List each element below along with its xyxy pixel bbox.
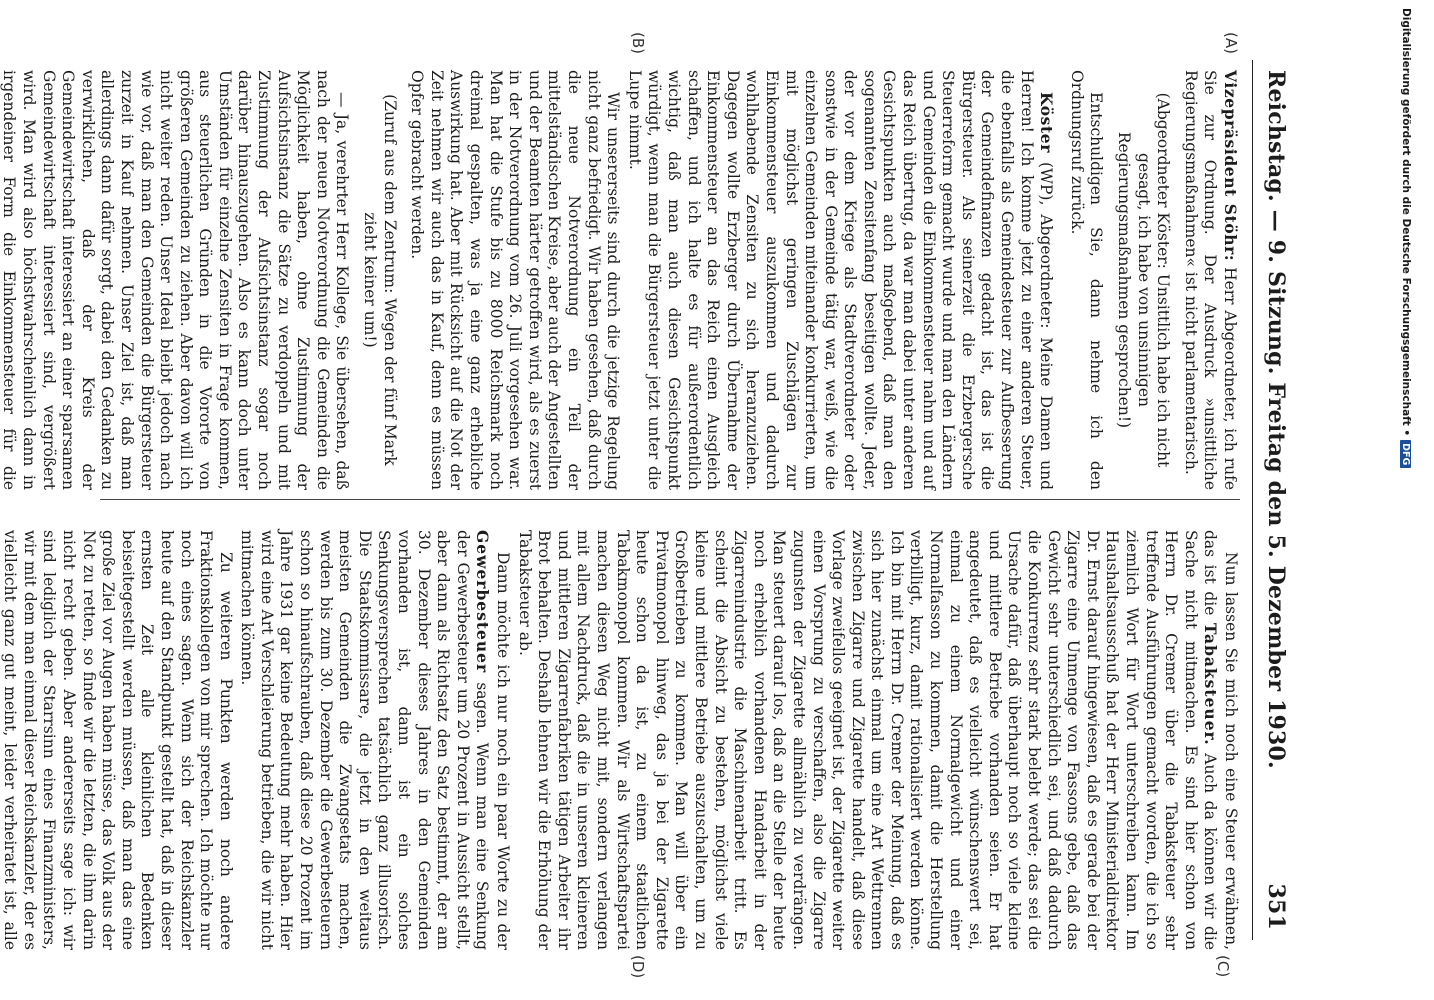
margin-marker-d: (D) [629, 955, 647, 979]
paragraph [237, 530, 512, 950]
margin-marker-c: (C) [1214, 955, 1232, 978]
paragraph [514, 530, 1240, 950]
paragraph [1180, 70, 1240, 490]
paragraph [624, 70, 1056, 490]
speech-text: Nun lassen Sie mich noch eine Steuer erwähnen, das ist die [1201, 530, 1240, 950]
interjection: (Abgeordneter Köster: Unsittlich habe ich nicht gesagt, ich habe von unsinnigen Regierungsmaßnahmen gesprochen!) [1115, 92, 1173, 468]
speech-text: — Ja, verehrter Herr Kollege, Sie übersehen, daß nach der neuen Notverordnung die Gemeinden die Möglichkeit haben, ohne Zustimmung der Aufsichtsinstanz die Sätze zu verdoppeln und mit Zustimmung der Aufsichtsinstanz sogar noch darüber hinauszugehen. Also es kann doch unter Umständen für einzelne Zensiten in Frage kommen, aus steuerlichen Gründen in die Vororte von größeren Gemeinden zu ziehen. Aber davon will ich nicht weiter reden. Unser Ideal bleibt jedoch nach wie vor, daß man den Gemeinden die Bürgersteuer zurzeit in Kauf nehmen. Unser Ziel ist, daß man allerdings dann dafür sorgt, dabei den Gedanken zu verwirklichen, daß der Kreis der Gemeindewirtschaft interessiert an einer sparsamen Gemeindewirtschaft interessiert sind, vergrößert wird. Man wird also höchstwahrscheinlich dann in irgendeiner Form die Einkommensteuer für die [0, 70, 352, 490]
page-number: 351 [1263, 883, 1289, 930]
left-column [0, 70, 1240, 491]
speech-text: Dann möchte ich nur noch ein paar Worte zu der [494, 552, 513, 950]
page-header-title: Reichstag. — 9. Sitzung. Freitag den 5. Dezember 1930. [1263, 70, 1289, 769]
speech-text: Entschuldigen Sie, dann nehme ich den Ordnungsruf zurück. [1067, 70, 1106, 490]
digitization-credit [1394, 8, 1412, 992]
speech-text: Auch da können wir die Sache nicht mitmachen. Es sind hier schon von Herrn Dr. Cremer über die Tabaksteuer sehr treffende Ausführungen gemacht worden, die ich so ziemlich Wort für Wort unterschreiben kann. Im Haushaltsausschuß hat der Herr Ministerialdirektor Dr. Ernst darauf hingewiesen, daß es gerade bei der Zigarre eine Unmenge von Fassons gebe, daß das Gewicht sehr unterschiedlich sei, und daß dadurch die Konkurrenz sehr stark belebt werde; das sei die Ursache dafür, daß überhaupt noch so viele kleine und mittlere Betriebe vorhanden seien. Er hat angedeutet, daß es vielleicht wünschenswert sei, einmal zu einem Normalgewicht und einer Normalfasson zu kommen, damit die Herstellung verbilligt, kurz, damit rationalisiert werden könne. Ich bin mit Herrn Dr. Cremer der Meinung, daß es sich hier zunächst einmal um eine Art Wettrennen zwischen Zigarre und Zigarette handelt, daß diese Vorlage zweifellos geeignet ist, der Zigarette weiter einen Vorsprung zu verschaffen, also die Zigarre zugunsten der Zigarette allmählich zu verdrängen. Man steuert darauf los, daß an die Stelle der heute noch erheblich vorhandenen Handarbeit in der Zigarrenindustrie die Maschinenarbeit tritt. Es scheint die Absicht zu bestehen, möglichst viele kleine und mittlere Betriebe auszuschalten, um zu Großbetrieben zu kommen. Man will über ein Privatmonopol hinweg, das ja bei der Zigarette heute schon da ist, zu einem staatlichen Tabakmonopol kommen. Wir als Wirtschaftspartei machen diesen Weg nicht mit, sondern verlangen mit allem Nachdruck, daß die in unseren kleineren und mittleren Zigarrenfabriken tätigen Arbeiter ihr Brot behalten. Deshalb lehnen wir die Erhöhung der Tabaksteuer ab. [515, 530, 1220, 950]
dfg-logo: DFG [1400, 440, 1411, 468]
speech-text: Wir unsererseits sind durch die jetzige Regelung nicht ganz befriedigt. Wir haben gesehen, daß durch die neue Notverordnung ein Teil der mittelständischen Kreise, aber auch der Angestellten und der Beamten härter getroffen wird, als es zuerst in der Notverordnung vom 26. Juli vorgesehen war. Man hat die Stufe bis zu 8000 Reichsmark noch dreimal gespalten, was ja eine ganz erhebliche Auswirkung hat. Aber mit Rücksicht auf die Not der Zeit nehmen wir auch das in Kauf, denn es müssen Opfer gebracht werden. [408, 70, 623, 490]
column-divider [100, 499, 1240, 500]
margin-marker-b: (B) [629, 32, 647, 54]
speech-text: (WP), Abgeordneter: Meine Damen und Herren! Ich komme jetzt zu einer anderen Steuer, die ebenfalls als Gemeindesteuer zur Aufbesserung der Gemeindefinanzen gedacht ist, das ist die Bürgersteuer. Als seinerzeit die Erzbergersche Steuerreform gemacht wurde und man den Ländern und Gemeinden die Einkommensteuer nahm und auf das Reich übertrug, da war man dabei unter anderen Gesichtspunkten auch maßgebend, daß man den sogenannten Zensitenfang beseitigen wollte. Jeder, der vor dem Kriege als Stadtverordneter oder sonstwie in der Gemeinde tätig war, weiß, wie die einzelnen Gemeinden miteinander konkurrierten, um mit möglichst geringen Zuschlägen zur Einkommensteuer auszukommen und dadurch wohlhabende Zensiten zu sich heranzuziehen. Dagegen wollte Erzberger durch Übernahme der Einkommensteuer an das Reich einen Ausgleich schaffen, und ich halte es für außerordentlich wichtig, daß man auch diesen Gesichtspunkt würdigt, wenn man die Bürgersteuer jetzt unter die Lupe nimmt. [625, 70, 1056, 490]
right-column [1, 530, 1240, 950]
speech-text: Herr Abgeordneter, ich rufe Sie zur Ordnung. Der Ausdruck »unsittliche Regierungsmaßnahmen« ist nicht parlamentarisch. [1181, 70, 1239, 491]
speech-text: Zu weiteren Punkten werden noch andere Fraktionskollegen von mir sprechen. Ich möchte nur noch eines sagen. Wenn sich der Reichskanzler heute auf den Standpunkt gestellt hat, daß in dieser ernsten Zeit alle kleinlichen Bedenken beiseitegestellt werden müssen, daß man das eine große Ziel vor Augen haben müsse, das Volk aus der Not zu retten, so finde wir die letzten, die ihm darin nicht recht geben. Aber andererseits sage ich: wir sind lediglich der Starrsinn eines Finanzministers, wir mit dem man einmal dieser Reichskanzler, der es vielleicht ganz gut meint, leider verheiratet ist, alle [1, 530, 235, 950]
margin-marker-a: (A) [1222, 32, 1240, 54]
credit-text: Digitalisierung gefördert durch die Deutsche Forschungsgemeinschaft • [1400, 8, 1412, 437]
speaker-name: Köster [1037, 92, 1057, 153]
keyword: Gewerbesteuer [473, 530, 493, 674]
running-head [1252, 60, 1297, 940]
interjection: (Zuruf aus dem Zentrum: Wegen der fünf Mark zieht keiner um!) [361, 94, 399, 466]
speaker-name: Vizepräsident Stöhr: [1221, 70, 1240, 262]
speech-text: sagen. Wenn man eine Senkung der Gewerbesteuer um 20 Prozent in Aussicht stellt, aber dann als Richtsatz den Satz bestimmt, der am 30. Dezember dieses Jahres in den Gemeinden vorhanden ist, dann ist ein solches Senkungsversprechen tatsächlich ganz illusorisch. Die Staatskommissare, die jetzt in den weitaus meisten Gemeinden die Zwangsetats machen, werden bis zum 30. Dezember die Gewerbesteuern schon so hinaufschrauben, daß diese 20 Prozent im Jahre 1931 gar keine Bedeutung mehr haben. Hier wird eine Art Verschleierung betrieben, die wir nicht mitmachen können. [238, 530, 492, 950]
keyword: Tabaksteuer. [1201, 622, 1221, 746]
